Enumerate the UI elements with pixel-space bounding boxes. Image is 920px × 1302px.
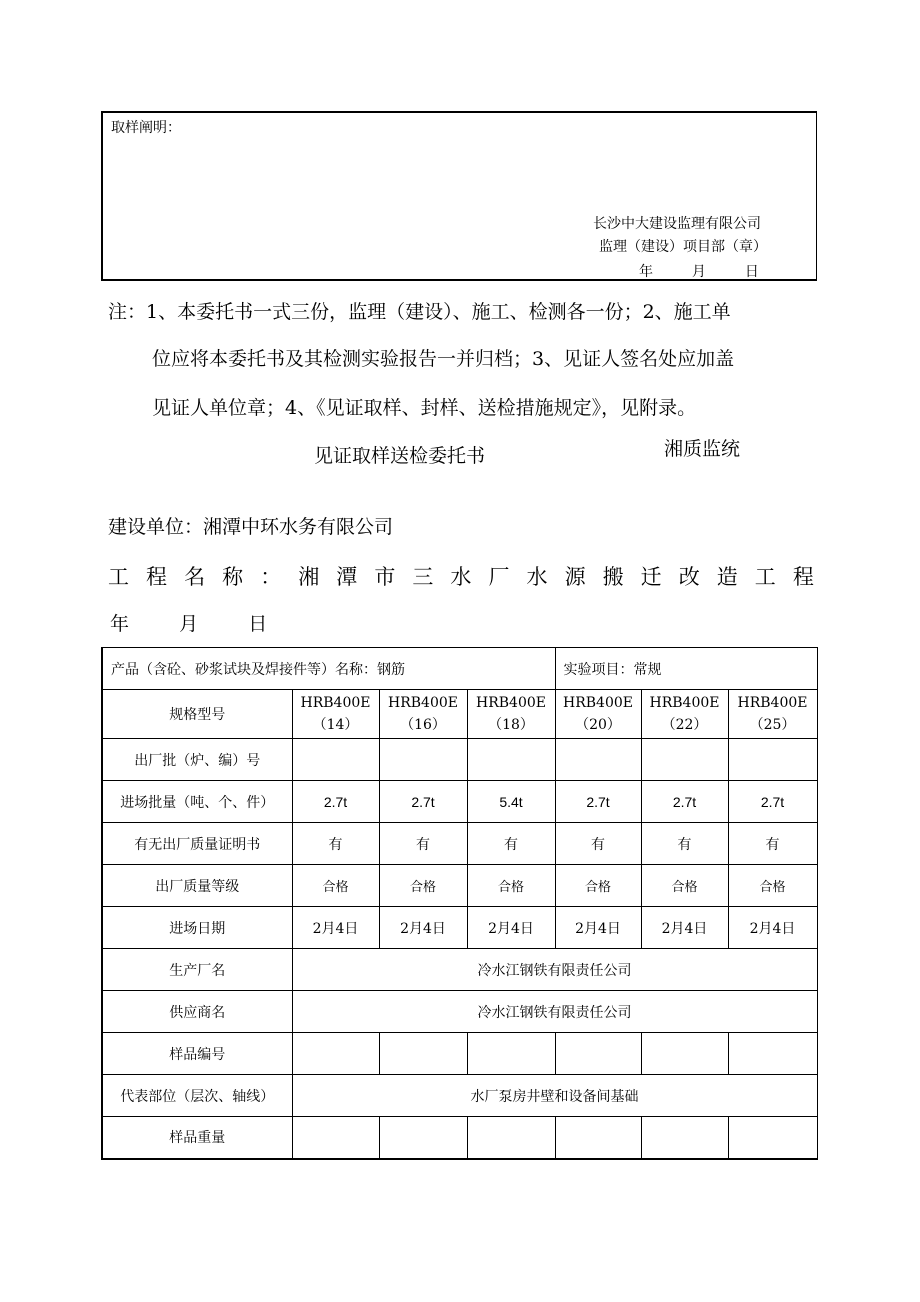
document-code: 湘质监统 bbox=[664, 438, 741, 460]
certificate-cell: 有 bbox=[728, 823, 817, 865]
project-char: 潭 bbox=[336, 565, 358, 589]
build-unit: 建设单位：湘潭中环水务有限公司 bbox=[108, 516, 394, 538]
spec-size: （16） bbox=[400, 717, 446, 733]
table-cell bbox=[292, 1117, 379, 1159]
table-row-batch-no bbox=[102, 739, 817, 781]
form-date-year: 年 bbox=[110, 613, 130, 635]
supplier-value: 冷水江钢铁有限责任公司 bbox=[292, 991, 817, 1033]
table-row-quantity bbox=[102, 781, 817, 823]
entry-date-cell: 2月4日 bbox=[728, 907, 817, 949]
explanation-label: 取样阐明： bbox=[111, 120, 181, 136]
spec-size: （22） bbox=[661, 717, 708, 733]
form-date bbox=[110, 609, 267, 636]
entry-date-cell: 2月4日 bbox=[292, 907, 379, 949]
form-date-month: 月 bbox=[179, 613, 199, 635]
table-row-grade bbox=[102, 865, 817, 907]
location-value: 水厂泵房井壁和设备间基础 bbox=[292, 1075, 817, 1117]
project-char: 造 bbox=[716, 565, 738, 589]
project-char: 称 bbox=[222, 565, 244, 589]
certificate-cell: 有 bbox=[467, 823, 555, 865]
note-line-1: 注：1、本委托书一式三份，监理（建设）、施工、检测各一份；2、施工单 bbox=[108, 301, 731, 323]
spec-cell bbox=[467, 690, 555, 739]
signature-date bbox=[639, 261, 759, 281]
project-char: 水 bbox=[526, 565, 548, 589]
project-name bbox=[108, 561, 814, 591]
sig-date-month: 月 bbox=[691, 264, 706, 280]
document-title: 见证取样送检委托书 bbox=[314, 445, 486, 467]
table-cell bbox=[728, 1117, 817, 1159]
spec-size: （14） bbox=[312, 717, 359, 733]
project-char: 市 bbox=[374, 565, 396, 589]
table-cell bbox=[292, 1033, 379, 1075]
project-char: 源 bbox=[564, 565, 586, 589]
table-cell bbox=[292, 739, 379, 781]
spec-cell bbox=[379, 690, 467, 739]
grade-cell: 合格 bbox=[467, 865, 555, 907]
table-cell bbox=[379, 1033, 467, 1075]
supplier-label: 供应商名 bbox=[102, 991, 292, 1033]
entry-date-cell: 2月4日 bbox=[555, 907, 641, 949]
grade-cell: 合格 bbox=[292, 865, 379, 907]
project-char: 工 bbox=[108, 565, 129, 589]
table-row-supplier bbox=[102, 991, 817, 1033]
table-cell bbox=[379, 739, 467, 781]
supervision-company: 长沙中大建设监理有限公司 bbox=[593, 216, 761, 232]
batch-no-label: 出厂批（炉、编）号 bbox=[102, 739, 292, 781]
entry-date-cell: 2月4日 bbox=[379, 907, 467, 949]
certificate-cell: 有 bbox=[641, 823, 728, 865]
location-label: 代表部位（层次、轴线） bbox=[102, 1075, 292, 1117]
sig-date-day: 日 bbox=[744, 264, 759, 280]
spec-cell bbox=[641, 690, 728, 739]
project-char: 名 bbox=[184, 565, 206, 589]
project-char: 三 bbox=[412, 565, 434, 589]
project-char: 水 bbox=[450, 565, 472, 589]
note-line-3: 见证人单位章；4、《见证取样、封样、送检措施规定》，见附录。 bbox=[152, 397, 697, 419]
table-cell bbox=[555, 1033, 641, 1075]
grade-cell: 合格 bbox=[379, 865, 467, 907]
spec-model: HRB400E bbox=[300, 695, 371, 711]
spec-model: HRB400E bbox=[563, 695, 633, 711]
project-char: 程 bbox=[146, 565, 168, 589]
grade-cell: 合格 bbox=[641, 865, 728, 907]
note-line-2: 位应将本委托书及其检测实验报告一并归档；3、见证人签名处应加盖 bbox=[152, 348, 735, 370]
project-char: 改 bbox=[678, 565, 700, 589]
spec-cell bbox=[555, 690, 641, 739]
table-row-sample-no bbox=[102, 1033, 817, 1075]
table-row-weight bbox=[102, 1117, 817, 1159]
project-char: 程 bbox=[792, 565, 814, 589]
grade-label: 出厂质量等级 bbox=[102, 865, 292, 907]
spec-model: HRB400E bbox=[388, 695, 458, 711]
table-cell bbox=[555, 739, 641, 781]
spec-cell bbox=[292, 690, 379, 739]
project-department-seal: 监理（建设）项目部（章） bbox=[599, 239, 767, 255]
table-row-spec bbox=[102, 690, 817, 739]
table-cell bbox=[641, 739, 728, 781]
table-cell bbox=[379, 1117, 467, 1159]
certificate-cell: 有 bbox=[555, 823, 641, 865]
project-char: 厂 bbox=[488, 565, 510, 589]
quantity-cell: 2.7t bbox=[555, 781, 641, 823]
spec-model: HRB400E bbox=[649, 695, 720, 711]
form-date-day: 日 bbox=[248, 613, 268, 635]
manufacturer-value: 冷水江钢铁有限责任公司 bbox=[292, 949, 817, 991]
certificate-cell: 有 bbox=[379, 823, 467, 865]
quantity-cell: 2.7t bbox=[379, 781, 467, 823]
table-row-location bbox=[102, 1075, 817, 1117]
table-cell bbox=[728, 1033, 817, 1075]
table-row-entry-date bbox=[102, 907, 817, 949]
quantity-cell: 2.7t bbox=[292, 781, 379, 823]
sampling-explanation-box bbox=[101, 111, 817, 281]
spec-header: 规格型号 bbox=[102, 690, 292, 739]
sample-table bbox=[101, 647, 818, 1160]
certificate-cell: 有 bbox=[292, 823, 379, 865]
spec-size: （20） bbox=[575, 717, 621, 733]
project-char: 迁 bbox=[640, 565, 662, 589]
sample-no-label: 样品编号 bbox=[102, 1033, 292, 1075]
project-char: 湘 bbox=[298, 565, 320, 589]
grade-cell: 合格 bbox=[555, 865, 641, 907]
table-row-certificate bbox=[102, 823, 817, 865]
project-char: 搬 bbox=[602, 565, 624, 589]
table-row-product bbox=[102, 648, 817, 690]
weight-label: 样品重量 bbox=[102, 1117, 292, 1159]
test-item-cell: 实验项目：常规 bbox=[555, 648, 817, 690]
quantity-cell: 5.4t bbox=[467, 781, 555, 823]
quantity-cell: 2.7t bbox=[728, 781, 817, 823]
quantity-cell: 2.7t bbox=[641, 781, 728, 823]
spec-size: （25） bbox=[749, 717, 796, 733]
certificate-label: 有无出厂质量证明书 bbox=[102, 823, 292, 865]
table-cell bbox=[467, 1117, 555, 1159]
spec-cell bbox=[728, 690, 817, 739]
sig-date-year: 年 bbox=[639, 264, 653, 280]
product-name-cell: 产品（含砼、砂浆试块及焊接件等）名称：钢筋 bbox=[102, 648, 555, 690]
table-cell bbox=[467, 739, 555, 781]
table-row-manufacturer bbox=[102, 949, 817, 991]
entry-date-cell: 2月4日 bbox=[641, 907, 728, 949]
project-char: ： bbox=[260, 565, 282, 589]
manufacturer-label: 生产厂名 bbox=[102, 949, 292, 991]
entry-date-cell: 2月4日 bbox=[467, 907, 555, 949]
project-char: 工 bbox=[754, 565, 776, 589]
table-cell bbox=[728, 739, 817, 781]
spec-model: HRB400E bbox=[737, 695, 808, 711]
grade-cell: 合格 bbox=[728, 865, 817, 907]
quantity-label: 进场批量（吨、个、件） bbox=[102, 781, 292, 823]
table-cell bbox=[467, 1033, 555, 1075]
table-cell bbox=[641, 1033, 728, 1075]
table-cell bbox=[555, 1117, 641, 1159]
entry-date-label: 进场日期 bbox=[102, 907, 292, 949]
spec-size: （18） bbox=[488, 717, 534, 733]
spec-model: HRB400E bbox=[476, 695, 546, 711]
table-cell bbox=[641, 1117, 728, 1159]
